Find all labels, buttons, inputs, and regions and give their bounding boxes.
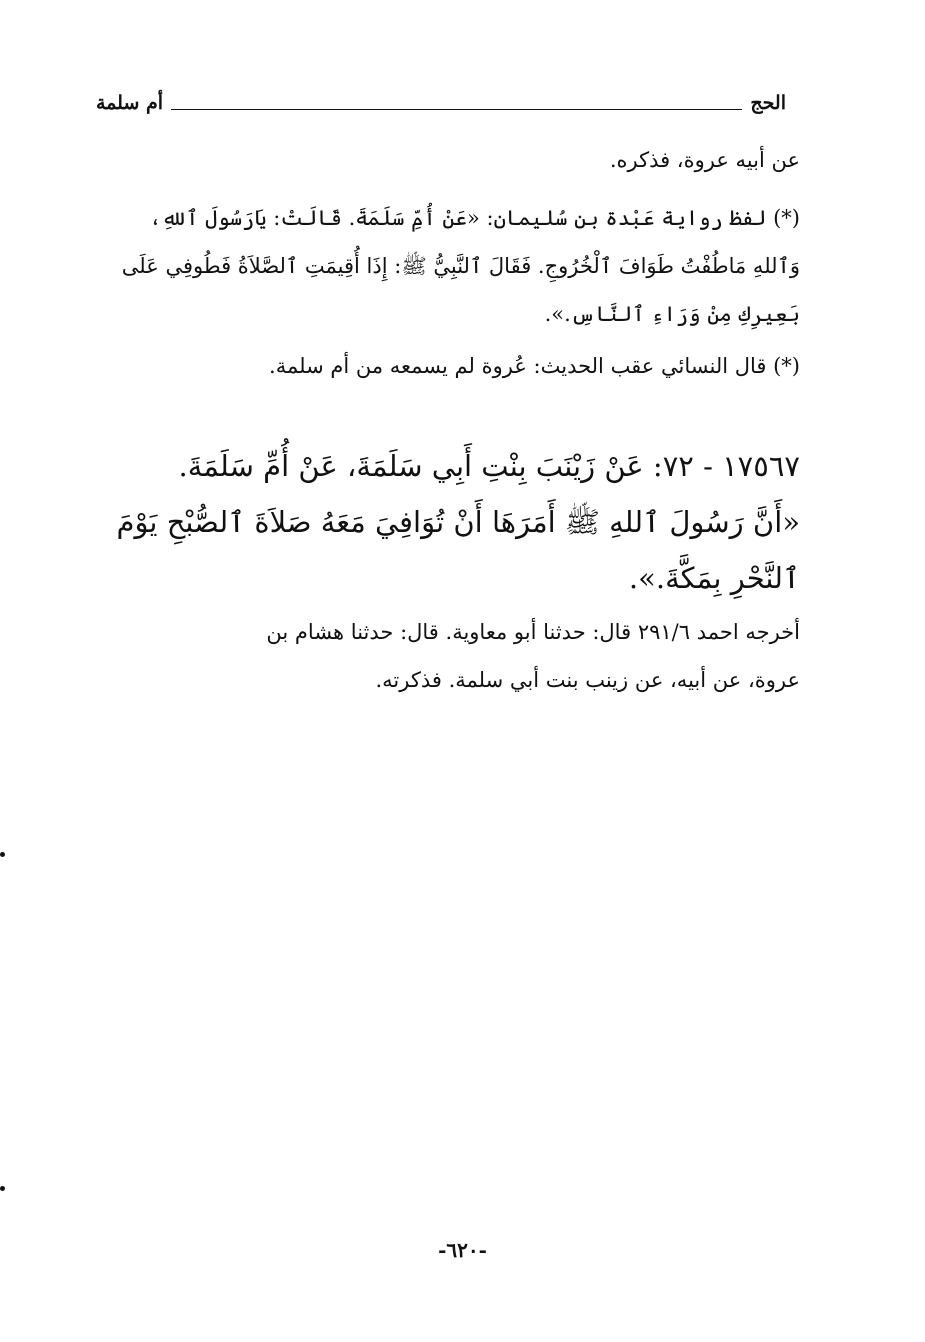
paragraph-nasai-note [108,342,800,390]
text-line: (*) قال النسائي عقب الحديث: عُروة لم يسمعه من أم سلمة. [269,354,800,378]
scan-mark [0,852,5,857]
text-line: عروة، عن أبيه، عن زينب بنت أبي سلمة. فذكرته. [375,668,800,692]
source-citation [108,608,800,704]
text-line: عن أبيه عروة، فذكره. [609,148,800,172]
hadith-line: ٱلنَّحْرِ بِمَكَّةَ.». [628,561,800,595]
paragraph-continuation [108,136,800,184]
text-line: (*) لفظ رواية عَبْدة بن سُليمان: «عَنْ أُمِّ سَلَمَةَ. قَالَتْ: يَارَسُولَ ٱللهِ، [149,206,800,230]
paragraph-variant-wording [108,194,800,338]
chapter-title: الحج [750,92,786,114]
text-line: بَعِيرِكِ مِنْ وَرَاءِ ٱلنَّاسِ.». [544,302,800,326]
text-line: وَٱللهِ مَاطُفْتُ طَوَافَ ٱلْخُرُوجِ. فَقَالَ ٱلنَّبِيُّ ﷺ: إِذَا أُقِيمَتِ ٱلصَّلاَةُ فَطُوفِي عَلَى [121,254,800,278]
section-title: أم سلمة [96,92,164,114]
hadith-line: «أَنَّ رَسُولَ ٱللهِ ﷺ أَمَرَهَا أَنْ تُوَافِيَ مَعَهُ صَلاَةَ ٱلصُّبْحِ يَوْمَ [116,505,800,539]
header-rule [171,109,742,110]
page-number: -٦٢٠- [438,1238,487,1262]
hadith-line: ١٧٥٦٧ - ٧٢: عَنْ زَيْنَبَ بِنْتِ أَبِي سَلَمَةَ، عَنْ أُمِّ سَلَمَةَ. [178,449,800,483]
hadith-text [108,438,800,606]
text-line: أخرجه احمد ٢٩١/٦ قال: حدثنا أبو معاوية. قال: حدثنا هشام بن [266,620,800,644]
running-header [96,86,786,120]
scan-mark [0,1186,5,1191]
